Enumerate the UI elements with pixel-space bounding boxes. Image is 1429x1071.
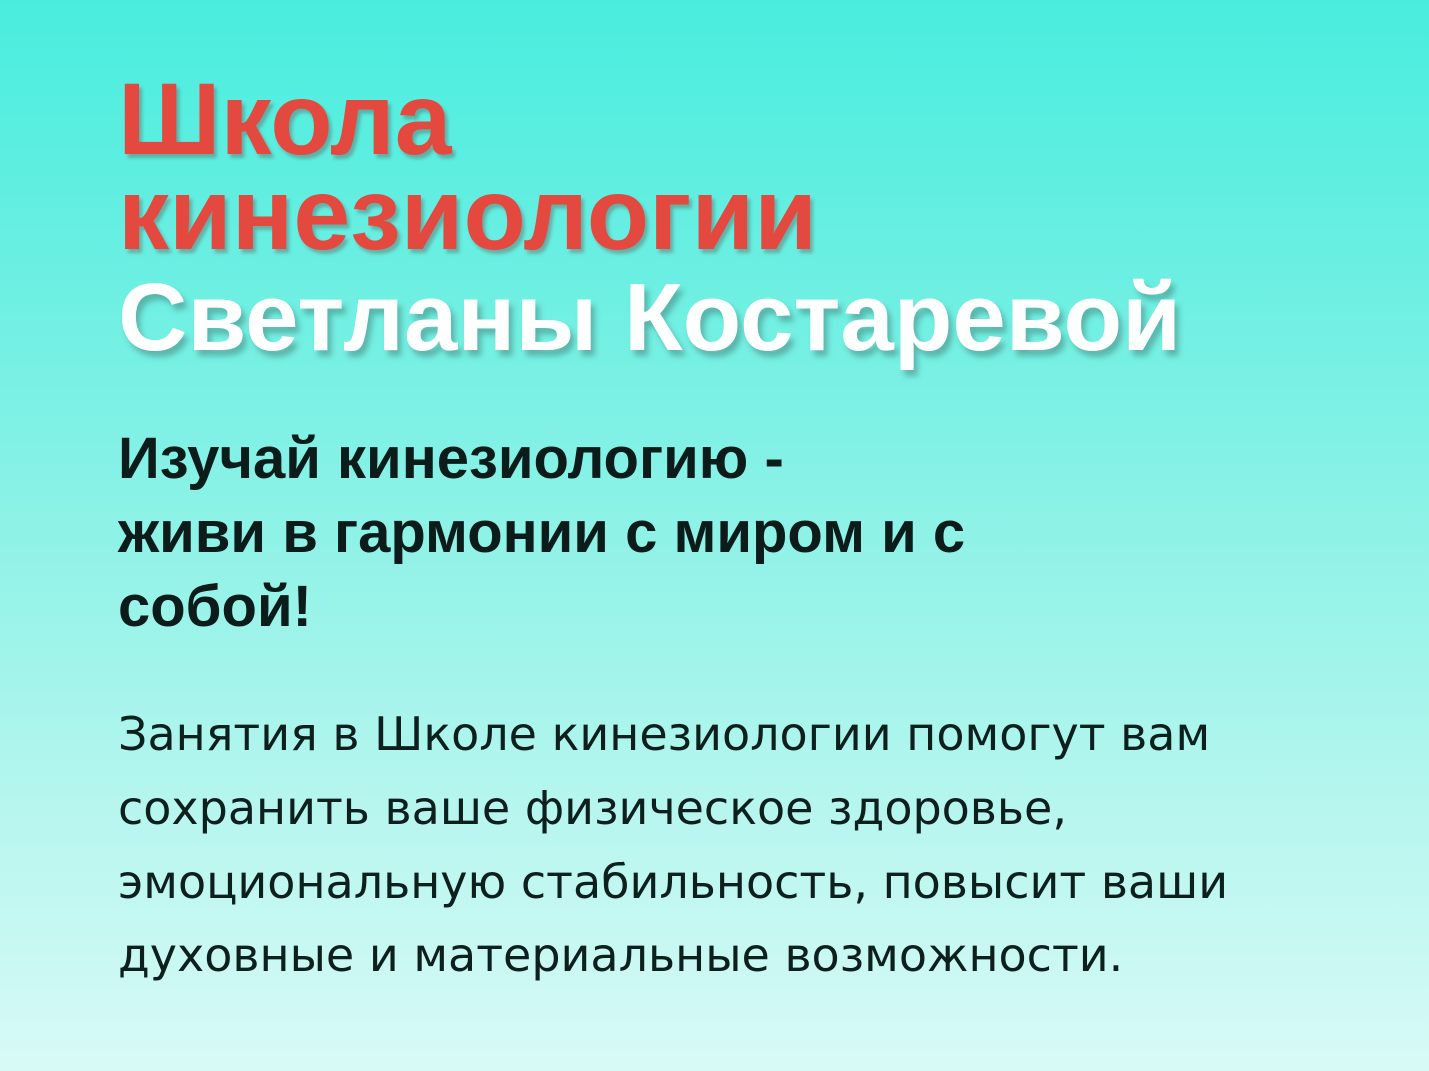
page-title (118, 62, 1349, 271)
tagline-line-3: собой! (118, 574, 312, 640)
page-title-line-2: кинезиологии (118, 156, 817, 271)
description-line-2: сохранить ваше физическое здоровье, (118, 781, 1067, 836)
author-name: Светланы Костаревой (118, 263, 1182, 371)
page-title-line-1: Школа (118, 62, 452, 176)
tagline (118, 422, 1349, 645)
tagline-line-2: живи в гармонии с миром и с (118, 499, 966, 565)
description-line-1: Занятия в Школе кинезиологии помогут вам (118, 707, 1211, 762)
description-line-3: эмоциональную стабильность, повысит ваши (118, 854, 1229, 909)
description-line-4: духовные и материальные возможности. (118, 928, 1124, 983)
tagline-line-1: Изучай кинезиологию - (118, 425, 784, 491)
description-paragraph (118, 698, 1349, 992)
